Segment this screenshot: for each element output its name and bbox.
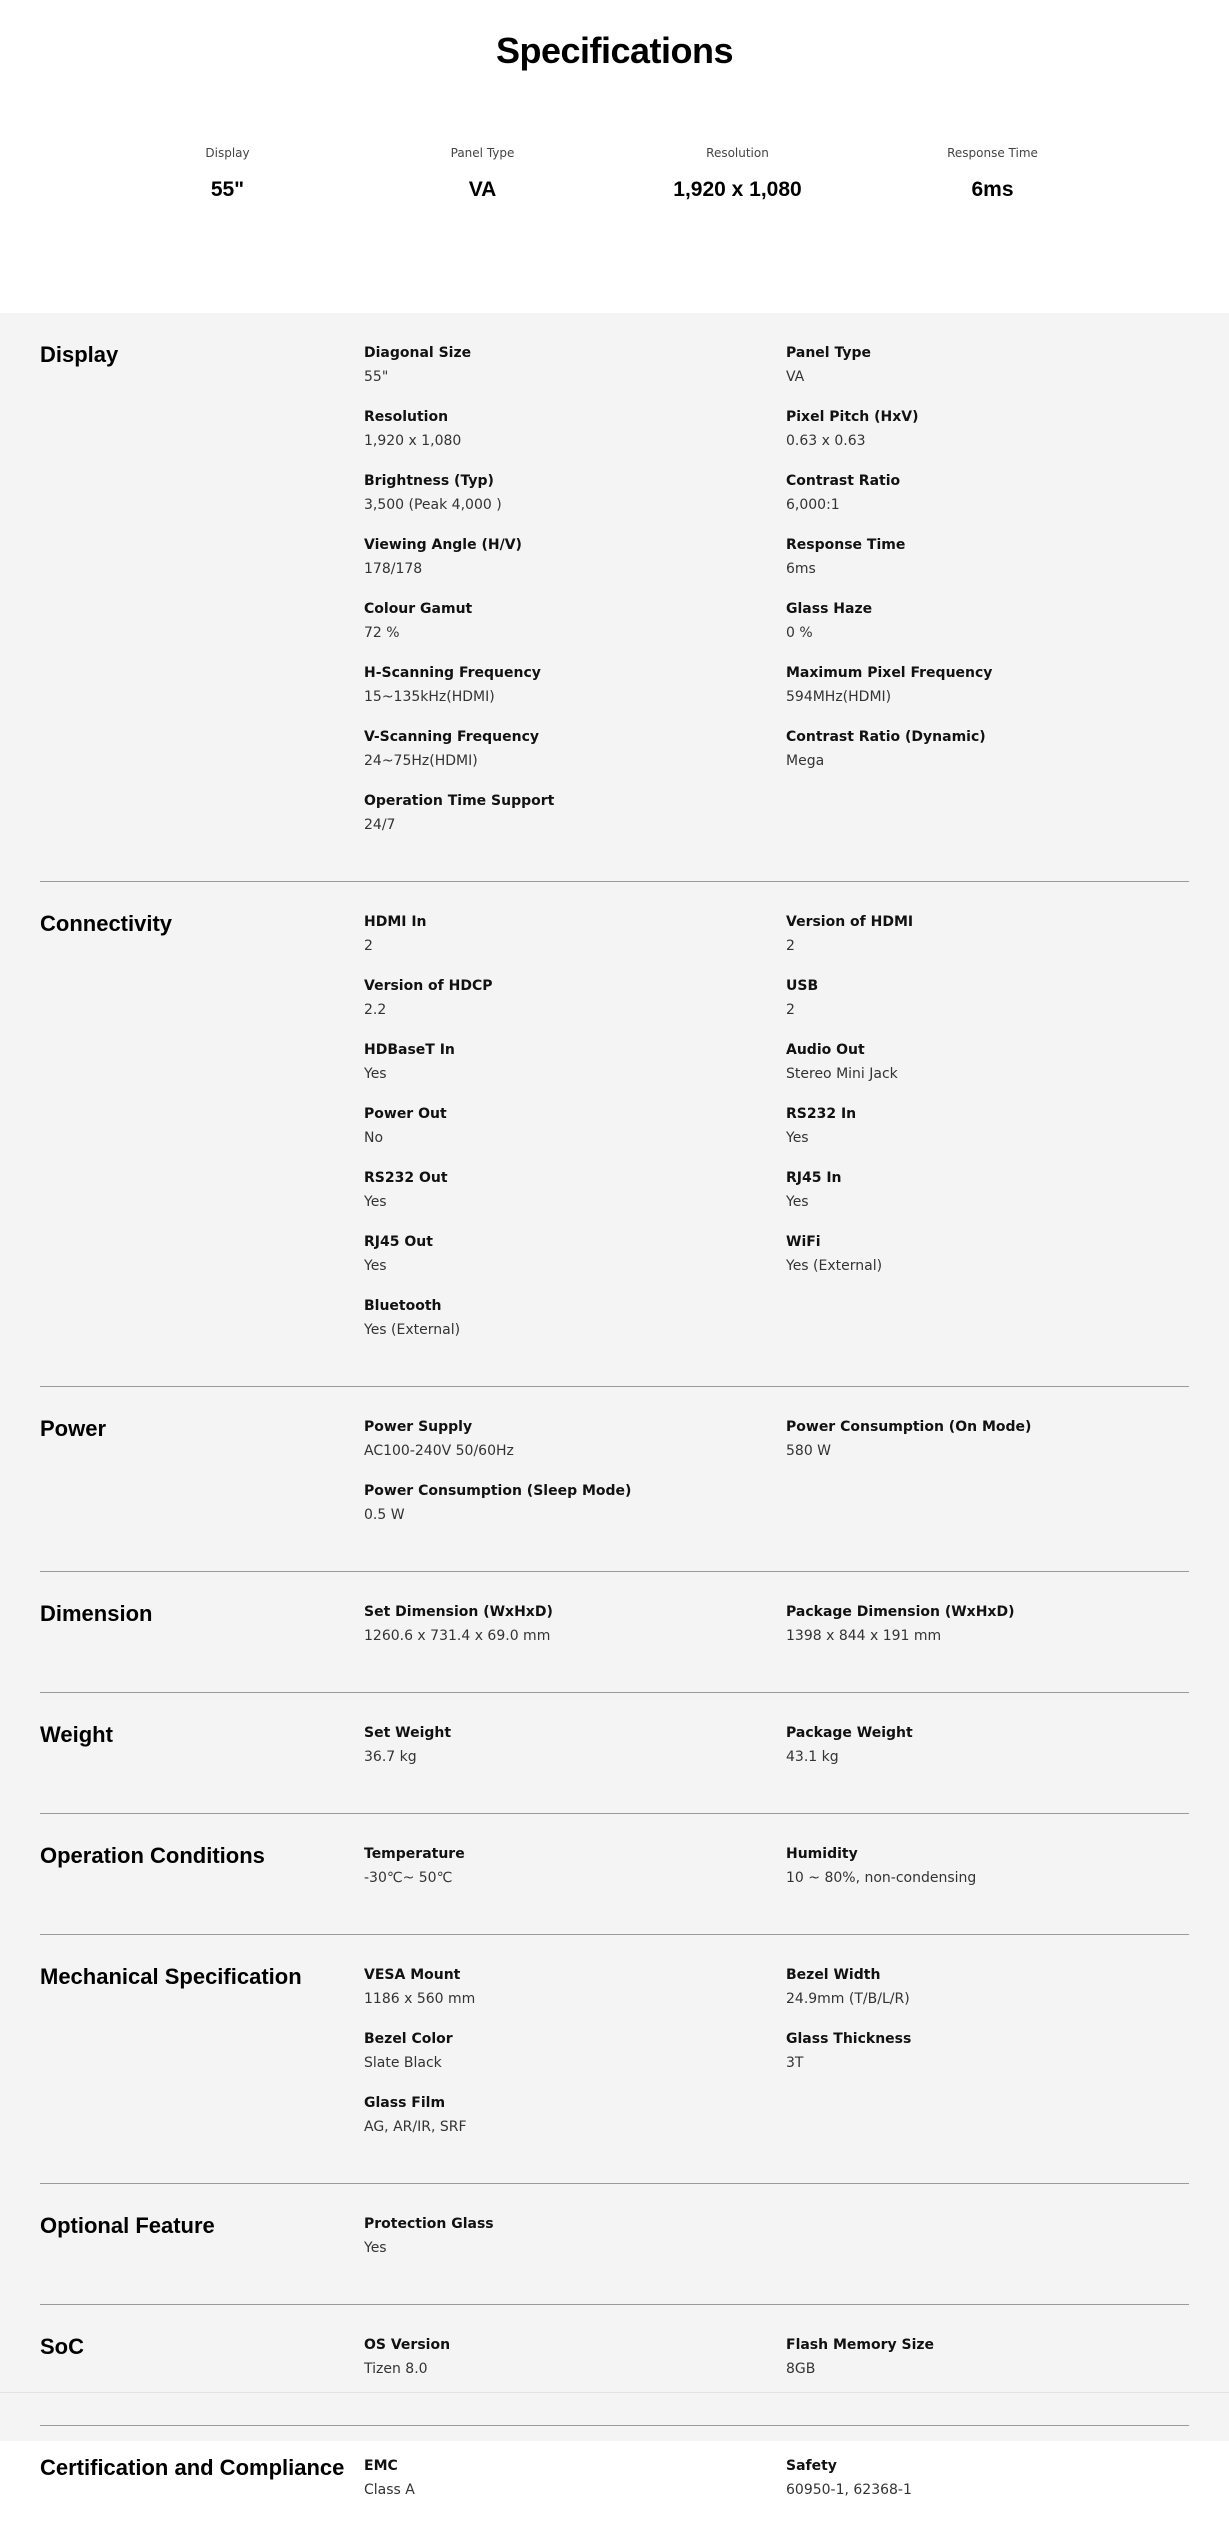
spec-name: Power Consumption (On Mode) xyxy=(786,1419,1032,1435)
spec-name: Response Time xyxy=(786,537,906,553)
spec-item xyxy=(786,1038,1086,1102)
spec-item xyxy=(786,661,1086,725)
spec-value: Yes xyxy=(364,1066,387,1082)
spec-name: Resolution xyxy=(364,409,449,425)
spec-item xyxy=(786,974,1086,1038)
spec-value: No xyxy=(364,1130,384,1146)
spec-section-certification-and-compliance xyxy=(40,2426,1189,2546)
spec-name: WiFi xyxy=(786,1234,821,1250)
section-title: Mechanical Specification xyxy=(40,1964,302,1989)
spec-value: 24.9mm (T/B/L/R) xyxy=(786,1991,910,2007)
spec-item xyxy=(364,2212,786,2276)
spec-name: Bezel Color xyxy=(364,2031,453,2047)
spec-name: Package Dimension (WxHxD) xyxy=(786,1604,1015,1620)
spec-name: Version of HDCP xyxy=(364,978,493,994)
spec-name: Glass Haze xyxy=(786,601,873,617)
spec-item xyxy=(364,2454,786,2518)
spec-name: Glass Film xyxy=(364,2095,446,2111)
key-spec-resolution xyxy=(610,146,865,202)
spec-items xyxy=(364,1721,1189,1785)
spec-item xyxy=(786,1230,1086,1294)
spec-name: RS232 In xyxy=(786,1106,857,1122)
spec-value: 24/7 xyxy=(364,817,396,833)
section-title: Weight xyxy=(40,1722,113,1747)
spec-value: 6,000:1 xyxy=(786,497,840,513)
spec-value: 24~75Hz(HDMI) xyxy=(364,753,478,769)
section-title: Certification and Compliance xyxy=(40,2455,345,2480)
spec-item xyxy=(364,910,786,974)
spec-name: Power Out xyxy=(364,1106,447,1122)
spec-name: EMC xyxy=(364,2458,398,2474)
spec-item xyxy=(786,1415,1086,1479)
spec-value: 8GB xyxy=(786,2361,816,2377)
spec-value: 55" xyxy=(364,369,389,385)
spec-items xyxy=(364,2454,1189,2518)
spec-item xyxy=(786,533,1086,597)
spec-name: Set Weight xyxy=(364,1725,452,1741)
key-spec-value: 55" xyxy=(210,178,245,201)
spec-value: Yes xyxy=(786,1130,809,1146)
spec-item xyxy=(364,469,786,533)
spec-value: 2 xyxy=(786,1002,795,1018)
spec-section-soc xyxy=(40,2305,1189,2426)
spec-section-display xyxy=(40,313,1189,882)
spec-name: Pixel Pitch (HxV) xyxy=(786,409,919,425)
spec-item xyxy=(364,789,786,853)
spec-name: Colour Gamut xyxy=(364,601,473,617)
key-specs xyxy=(100,146,1120,202)
spec-name: Panel Type xyxy=(786,345,871,361)
spec-name: Operation Time Support xyxy=(364,793,555,809)
spec-item xyxy=(364,1600,786,1664)
key-spec-panel-type xyxy=(355,146,610,202)
spec-name: Set Dimension (WxHxD) xyxy=(364,1604,553,1620)
spec-name: Glass Thickness xyxy=(786,2031,912,2047)
specifications-header xyxy=(0,0,1229,313)
spec-name: H-Scanning Frequency xyxy=(364,665,541,681)
spec-value: Mega xyxy=(786,753,825,769)
spec-item xyxy=(786,910,1086,974)
key-spec-response-time xyxy=(865,146,1120,202)
spec-section-dimension xyxy=(40,1572,1189,1693)
spec-item xyxy=(364,725,786,789)
spec-name: V-Scanning Frequency xyxy=(364,729,539,745)
spec-value: 2.2 xyxy=(364,1002,387,1018)
spec-item xyxy=(786,1166,1086,1230)
spec-value: 6ms xyxy=(786,561,816,577)
spec-value: AG, AR/IR, SRF xyxy=(364,2119,467,2135)
spec-value: 1,920 x 1,080 xyxy=(364,433,462,449)
spec-value: 60950-1, 62368-1 xyxy=(786,2482,912,2498)
spec-value: 72 % xyxy=(364,625,400,641)
spec-value: Stereo Mini Jack xyxy=(786,1066,898,1082)
spec-items xyxy=(364,2333,1189,2397)
section-title: Connectivity xyxy=(40,911,173,936)
spec-item xyxy=(364,1721,786,1785)
spec-value: 3,500 (Peak 4,000 ) xyxy=(364,497,502,513)
spec-value: Tizen 8.0 xyxy=(364,2361,428,2377)
spec-value: 1398 x 844 x 191 mm xyxy=(786,1628,942,1644)
spec-item xyxy=(364,2333,786,2397)
spec-item xyxy=(786,1102,1086,1166)
spec-item xyxy=(786,405,1086,469)
spec-section-operation-conditions xyxy=(40,1814,1189,1935)
spec-name: Viewing Angle (H/V) xyxy=(364,537,522,553)
spec-item xyxy=(786,341,1086,405)
key-spec-label: Response Time xyxy=(947,146,1038,160)
spec-item xyxy=(786,1721,1086,1785)
spec-name: Audio Out xyxy=(786,1042,865,1058)
spec-value: 1260.6 x 731.4 x 69.0 mm xyxy=(364,1628,551,1644)
spec-item xyxy=(364,597,786,661)
spec-section-mechanical-specification xyxy=(40,1935,1189,2184)
spec-name: RJ45 In xyxy=(786,1170,842,1186)
spec-name: RS232 Out xyxy=(364,1170,448,1186)
section-title: SoC xyxy=(40,2334,84,2359)
spec-value: 2 xyxy=(786,938,795,954)
spec-item xyxy=(786,597,1086,661)
spec-name: USB xyxy=(786,978,819,994)
spec-name: RJ45 Out xyxy=(364,1234,433,1250)
spec-item xyxy=(364,533,786,597)
spec-value: Yes (External) xyxy=(786,1258,883,1274)
spec-name: Protection Glass xyxy=(364,2216,494,2232)
spec-name: VESA Mount xyxy=(364,1967,461,1983)
spec-item xyxy=(786,1600,1086,1664)
spec-name: Brightness (Typ) xyxy=(364,473,494,489)
spec-value: 0.5 W xyxy=(364,1507,405,1523)
spec-value: Yes xyxy=(786,1194,809,1210)
spec-item xyxy=(786,2454,1086,2518)
spec-item xyxy=(364,1963,786,2027)
spec-section-weight xyxy=(40,1693,1189,1814)
spec-item xyxy=(364,974,786,1038)
key-spec-display xyxy=(100,146,355,202)
spec-item xyxy=(364,1038,786,1102)
spec-item xyxy=(364,1479,786,1543)
spec-name: Contrast Ratio (Dynamic) xyxy=(786,729,986,745)
spec-name: OS Version xyxy=(364,2337,451,2353)
spec-name: Package Weight xyxy=(786,1725,913,1741)
spec-item xyxy=(364,405,786,469)
spec-value: 15~135kHz(HDMI) xyxy=(364,689,495,705)
spec-name: Maximum Pixel Frequency xyxy=(786,665,993,681)
spec-value: 43.1 kg xyxy=(786,1749,839,1765)
spec-item xyxy=(364,1230,786,1294)
spec-section-power xyxy=(40,1387,1189,1572)
spec-value: 1186 x 560 mm xyxy=(364,1991,476,2007)
spec-value: AC100-240V 50/60Hz xyxy=(364,1443,514,1459)
spec-item xyxy=(786,1963,1086,2027)
spec-items xyxy=(364,1600,1189,1664)
spec-item xyxy=(364,1102,786,1166)
spec-value: Slate Black xyxy=(364,2055,442,2071)
spec-value: 10 ~ 80%, non-condensing xyxy=(786,1870,977,1886)
section-title: Operation Conditions xyxy=(40,1843,265,1868)
spec-value: 0.63 x 0.63 xyxy=(786,433,866,449)
spec-item xyxy=(364,1415,786,1479)
spec-value: 2 xyxy=(364,938,373,954)
spec-name: HDBaseT In xyxy=(364,1042,455,1058)
spec-item xyxy=(786,725,1086,789)
spec-item xyxy=(364,341,786,405)
spec-items xyxy=(364,2212,1189,2276)
spec-value: Yes xyxy=(364,1258,387,1274)
spec-name: Safety xyxy=(786,2458,837,2474)
spec-items xyxy=(364,910,1189,1358)
spec-item xyxy=(364,2027,786,2091)
spec-value: 36.7 kg xyxy=(364,1749,417,1765)
spec-name: Power Consumption (Sleep Mode) xyxy=(364,1483,632,1499)
spec-item xyxy=(364,1294,786,1358)
spec-value: 594MHz(HDMI) xyxy=(786,689,892,705)
spec-item xyxy=(786,2027,1086,2091)
spec-value: Class A xyxy=(364,2482,415,2498)
spec-name: Contrast Ratio xyxy=(786,473,901,489)
spec-item xyxy=(364,2091,786,2155)
spec-value: 178/178 xyxy=(364,561,423,577)
spec-name: Temperature xyxy=(364,1846,465,1862)
section-title: Optional Feature xyxy=(40,2213,215,2238)
spec-name: Bezel Width xyxy=(786,1967,881,1983)
spec-item xyxy=(364,661,786,725)
page-title: Specifications xyxy=(495,30,734,71)
spec-item xyxy=(364,1166,786,1230)
section-title: Dimension xyxy=(40,1601,153,1626)
spec-items xyxy=(364,1415,1189,1543)
divider xyxy=(0,2392,1229,2393)
spec-section-connectivity xyxy=(40,882,1189,1387)
spec-value: Yes xyxy=(364,2240,387,2256)
section-title: Power xyxy=(40,1416,107,1441)
spec-item xyxy=(786,1842,1086,1906)
spec-value: 0 % xyxy=(786,625,813,641)
spec-value: -30℃~ 50℃ xyxy=(364,1870,453,1886)
key-spec-label: Panel Type xyxy=(450,146,515,160)
spec-items xyxy=(364,1963,1189,2155)
spec-name: Flash Memory Size xyxy=(786,2337,935,2353)
spec-value: Yes (External) xyxy=(364,1322,461,1338)
spec-value: VA xyxy=(786,369,805,385)
spec-items xyxy=(364,1842,1189,1906)
spec-section-optional-feature xyxy=(40,2184,1189,2305)
spec-name: HDMI In xyxy=(364,914,427,930)
spec-item xyxy=(364,1842,786,1906)
spec-item xyxy=(786,2333,1086,2397)
spec-name: Version of HDMI xyxy=(786,914,914,930)
key-spec-label: Display xyxy=(205,146,250,160)
spec-name: Power Supply xyxy=(364,1419,473,1435)
spec-items xyxy=(364,341,1189,853)
key-spec-label: Resolution xyxy=(706,146,769,160)
key-spec-value: 1,920 x 1,080 xyxy=(673,178,802,201)
spec-name: Diagonal Size xyxy=(364,345,472,361)
spec-value: 3T xyxy=(786,2055,804,2071)
key-spec-value: 6ms xyxy=(971,178,1014,201)
spec-value: Yes xyxy=(364,1194,387,1210)
spec-name: Bluetooth xyxy=(364,1298,442,1314)
spec-value: 580 W xyxy=(786,1443,832,1459)
section-title: Display xyxy=(40,342,119,367)
spec-name: Humidity xyxy=(786,1846,858,1862)
spec-item xyxy=(786,469,1086,533)
spec-sections xyxy=(0,313,1229,2498)
key-spec-value: VA xyxy=(468,178,497,201)
